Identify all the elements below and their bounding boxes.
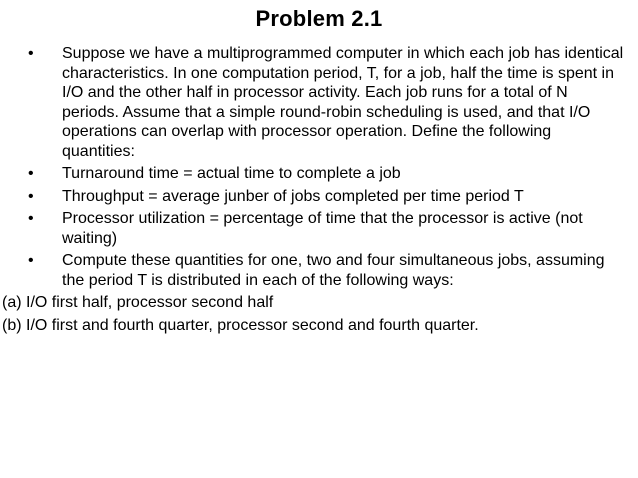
bullet-text: Compute these quantities for one, two and four simultaneous jobs, assuming the period T is distributed in each of the following ways:: [62, 252, 605, 289]
bullet-item-compute-quantities: [26, 251, 626, 290]
bullet-icon: •: [28, 45, 34, 62]
bullet-icon: •: [28, 165, 34, 182]
bullet-icon: •: [28, 252, 34, 269]
sub-item-b: (b) I/O first and fourth quarter, processor second and fourth quarter.: [2, 316, 479, 334]
sub-item-list: [2, 293, 626, 335]
bullet-item-turnaround-time: [26, 164, 626, 184]
sub-item-a: (a) I/O first half, processor second half: [2, 294, 274, 311]
bullet-text: Throughput = average junber of jobs completed per time period T: [62, 187, 524, 205]
bullet-item-processor-utilization: [26, 209, 626, 248]
bullet-item-throughput: [26, 187, 626, 207]
bullet-text: Turnaround time = actual time to complete a job: [62, 165, 401, 182]
bullet-text: Suppose we have a multiprogrammed computer in which each job has identical characteristics. In one computation period, T, for a job, half the time is spent in I/O and the other half in processor activity. Each job runs for a total of N periods. Assume that a simple round-robin scheduling is used, and that I/O operations can overlap with processor operation. Define the following quantities:: [62, 45, 624, 160]
bullet-icon: •: [28, 187, 34, 205]
slide-content: [2, 44, 626, 338]
bullet-item-problem-setup: [26, 44, 626, 161]
bullet-text: Processor utilization = percentage of time that the processor is active (not waiting): [62, 210, 583, 247]
bullet-icon: •: [28, 210, 34, 227]
slide-title: Problem 2.1: [255, 6, 383, 31]
bullet-list: [26, 44, 626, 290]
